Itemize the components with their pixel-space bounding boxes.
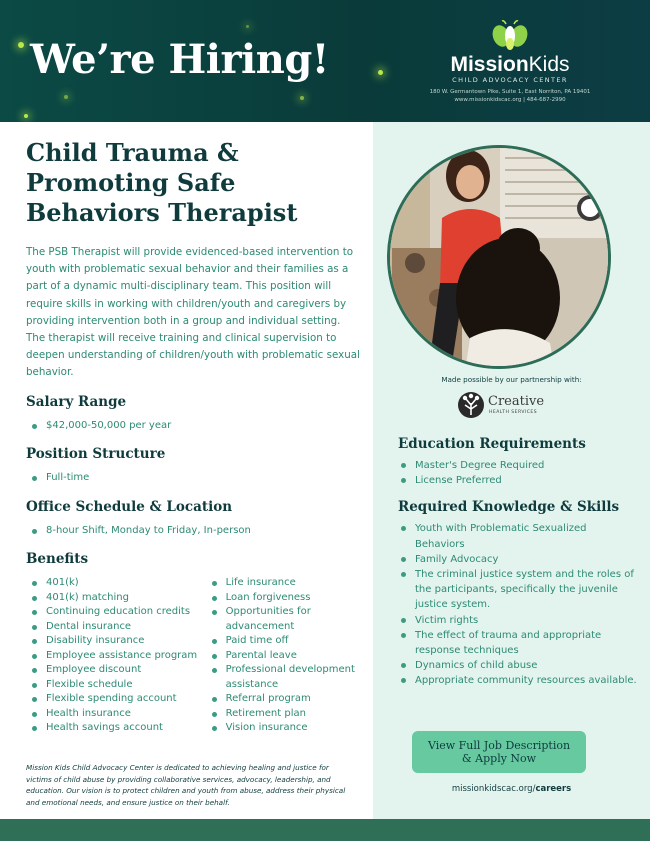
list-item: Dynamics of child abuse <box>398 658 638 673</box>
list-item: Youth with Problematic Sexualized Behaviors <box>398 521 638 551</box>
list-item: Victim rights <box>398 613 638 628</box>
list-item: Health savings account <box>26 721 206 736</box>
careers-link[interactable]: missionkidscac.org/careers <box>451 784 572 794</box>
list-item: The effect of trauma and appropriate response techniques <box>398 628 638 658</box>
list-item: Flexible schedule <box>26 678 206 693</box>
list-item: Dental insurance <box>26 620 206 635</box>
list-item: 8-hour Shift, Monday to Friday, In-person <box>26 524 361 539</box>
list-item: Health insurance <box>26 707 206 722</box>
salary-heading: Salary Range <box>26 393 127 410</box>
list-item: Employee discount <box>26 663 206 678</box>
logo-name: MissionKids <box>450 53 570 76</box>
missionkids-logo[interactable] <box>425 20 595 104</box>
creative-subtitle: HEALTH SERVICES <box>489 410 538 415</box>
benefits-list-2 <box>206 576 361 736</box>
logo-subtitle: CHILD ADVOCACY CENTER <box>452 76 568 84</box>
list-item: 401(k) matching <box>26 591 206 606</box>
list-item: Full-time <box>26 471 361 486</box>
job-title: Child Trauma & Promoting Safe Behaviors Therapist <box>26 138 298 227</box>
list-item: Appropriate community resources available. <box>398 673 638 688</box>
salary-section <box>26 394 361 434</box>
creative-tree-logo-icon <box>457 391 485 419</box>
list-item: License Preferred <box>398 473 638 488</box>
list-item: Professional development assistance <box>206 663 361 692</box>
glow-dot <box>300 96 304 100</box>
glow-dot <box>64 95 68 99</box>
therapist-photo <box>387 145 611 369</box>
education-section <box>398 436 638 488</box>
list-item: Retirement plan <box>206 707 361 722</box>
left-column <box>26 138 361 749</box>
glow-dot <box>24 114 28 118</box>
list-item: Employee assistance program <box>26 649 206 664</box>
firefly-logo-icon <box>492 20 528 52</box>
creative-health-logo[interactable] <box>455 390 575 420</box>
list-item: Disability insurance <box>26 634 206 649</box>
requirements-column <box>398 436 638 700</box>
header-banner <box>0 0 650 122</box>
benefits-heading: Benefits <box>26 551 89 568</box>
schedule-section <box>26 499 361 539</box>
list-item: Paid time off <box>206 634 361 649</box>
glow-dot <box>18 42 24 48</box>
mission-statement: Mission Kids Child Advocacy Center is dedicated to achieving healing and justice for victims of child abuse by providing collaborative services, advocacy, leadership, and education. Our vision is to protect children and youth from abuse, address their physical and emotional needs, and ensure justice on their behalf. <box>26 763 346 807</box>
job-intro: The PSB Therapist will provide evidenced-based intervention to youth with problematic sexual behavior and their families as a part of a dynamic multi-disciplinary team. This position will require skills in working with children/youth and caregivers by providing intervention both in a group and individual setting. The therapist will receive training and clinical supervision to deepen understanding of children/youth with problematic sexual behavior. <box>26 246 360 379</box>
apply-now-button[interactable]: View Full Job Description & Apply Now <box>412 731 586 773</box>
list-item: Family Advocacy <box>398 552 638 567</box>
list-item: Parental leave <box>206 649 361 664</box>
benefits-section <box>26 551 361 736</box>
schedule-heading: Office Schedule & Location <box>26 498 233 515</box>
list-item: Loan forgiveness <box>206 591 361 606</box>
list-item: Master's Degree Required <box>398 458 638 473</box>
list-item: Life insurance <box>206 576 361 591</box>
partner-label: Made possible by our partnership with: <box>441 375 582 384</box>
creative-name: Creative <box>488 394 545 409</box>
hiring-headline: We’re Hiring! <box>30 36 329 83</box>
list-item: $42,000-50,000 per year <box>26 419 361 434</box>
therapy-scene-image <box>390 148 611 369</box>
footer-bar <box>0 819 650 841</box>
glow-dot <box>378 70 383 75</box>
benefits-list-1 <box>26 576 206 736</box>
structure-heading: Position Structure <box>26 446 166 463</box>
list-item: Continuing education credits <box>26 605 206 620</box>
list-item: The criminal justice system and the roles of the participants, specifically the juvenile justice system. <box>398 567 638 613</box>
list-item: 401(k) <box>26 576 206 591</box>
list-item: Referral program <box>206 692 361 707</box>
knowledge-heading: Required Knowledge & Skills <box>398 499 620 516</box>
education-heading: Education Requirements <box>398 436 586 452</box>
glow-dot <box>246 25 249 28</box>
list-item: Opportunities for advancement <box>206 605 361 634</box>
list-item: Vision insurance <box>206 721 361 736</box>
list-item: Flexible spending account <box>26 692 206 707</box>
knowledge-section <box>398 499 638 688</box>
structure-section <box>26 446 361 486</box>
logo-address: 180 W. Germantown Pike, Suite 1, East Norriton, PA 19401 www.missionkidscac.org | 484-687-2990 <box>429 89 591 103</box>
